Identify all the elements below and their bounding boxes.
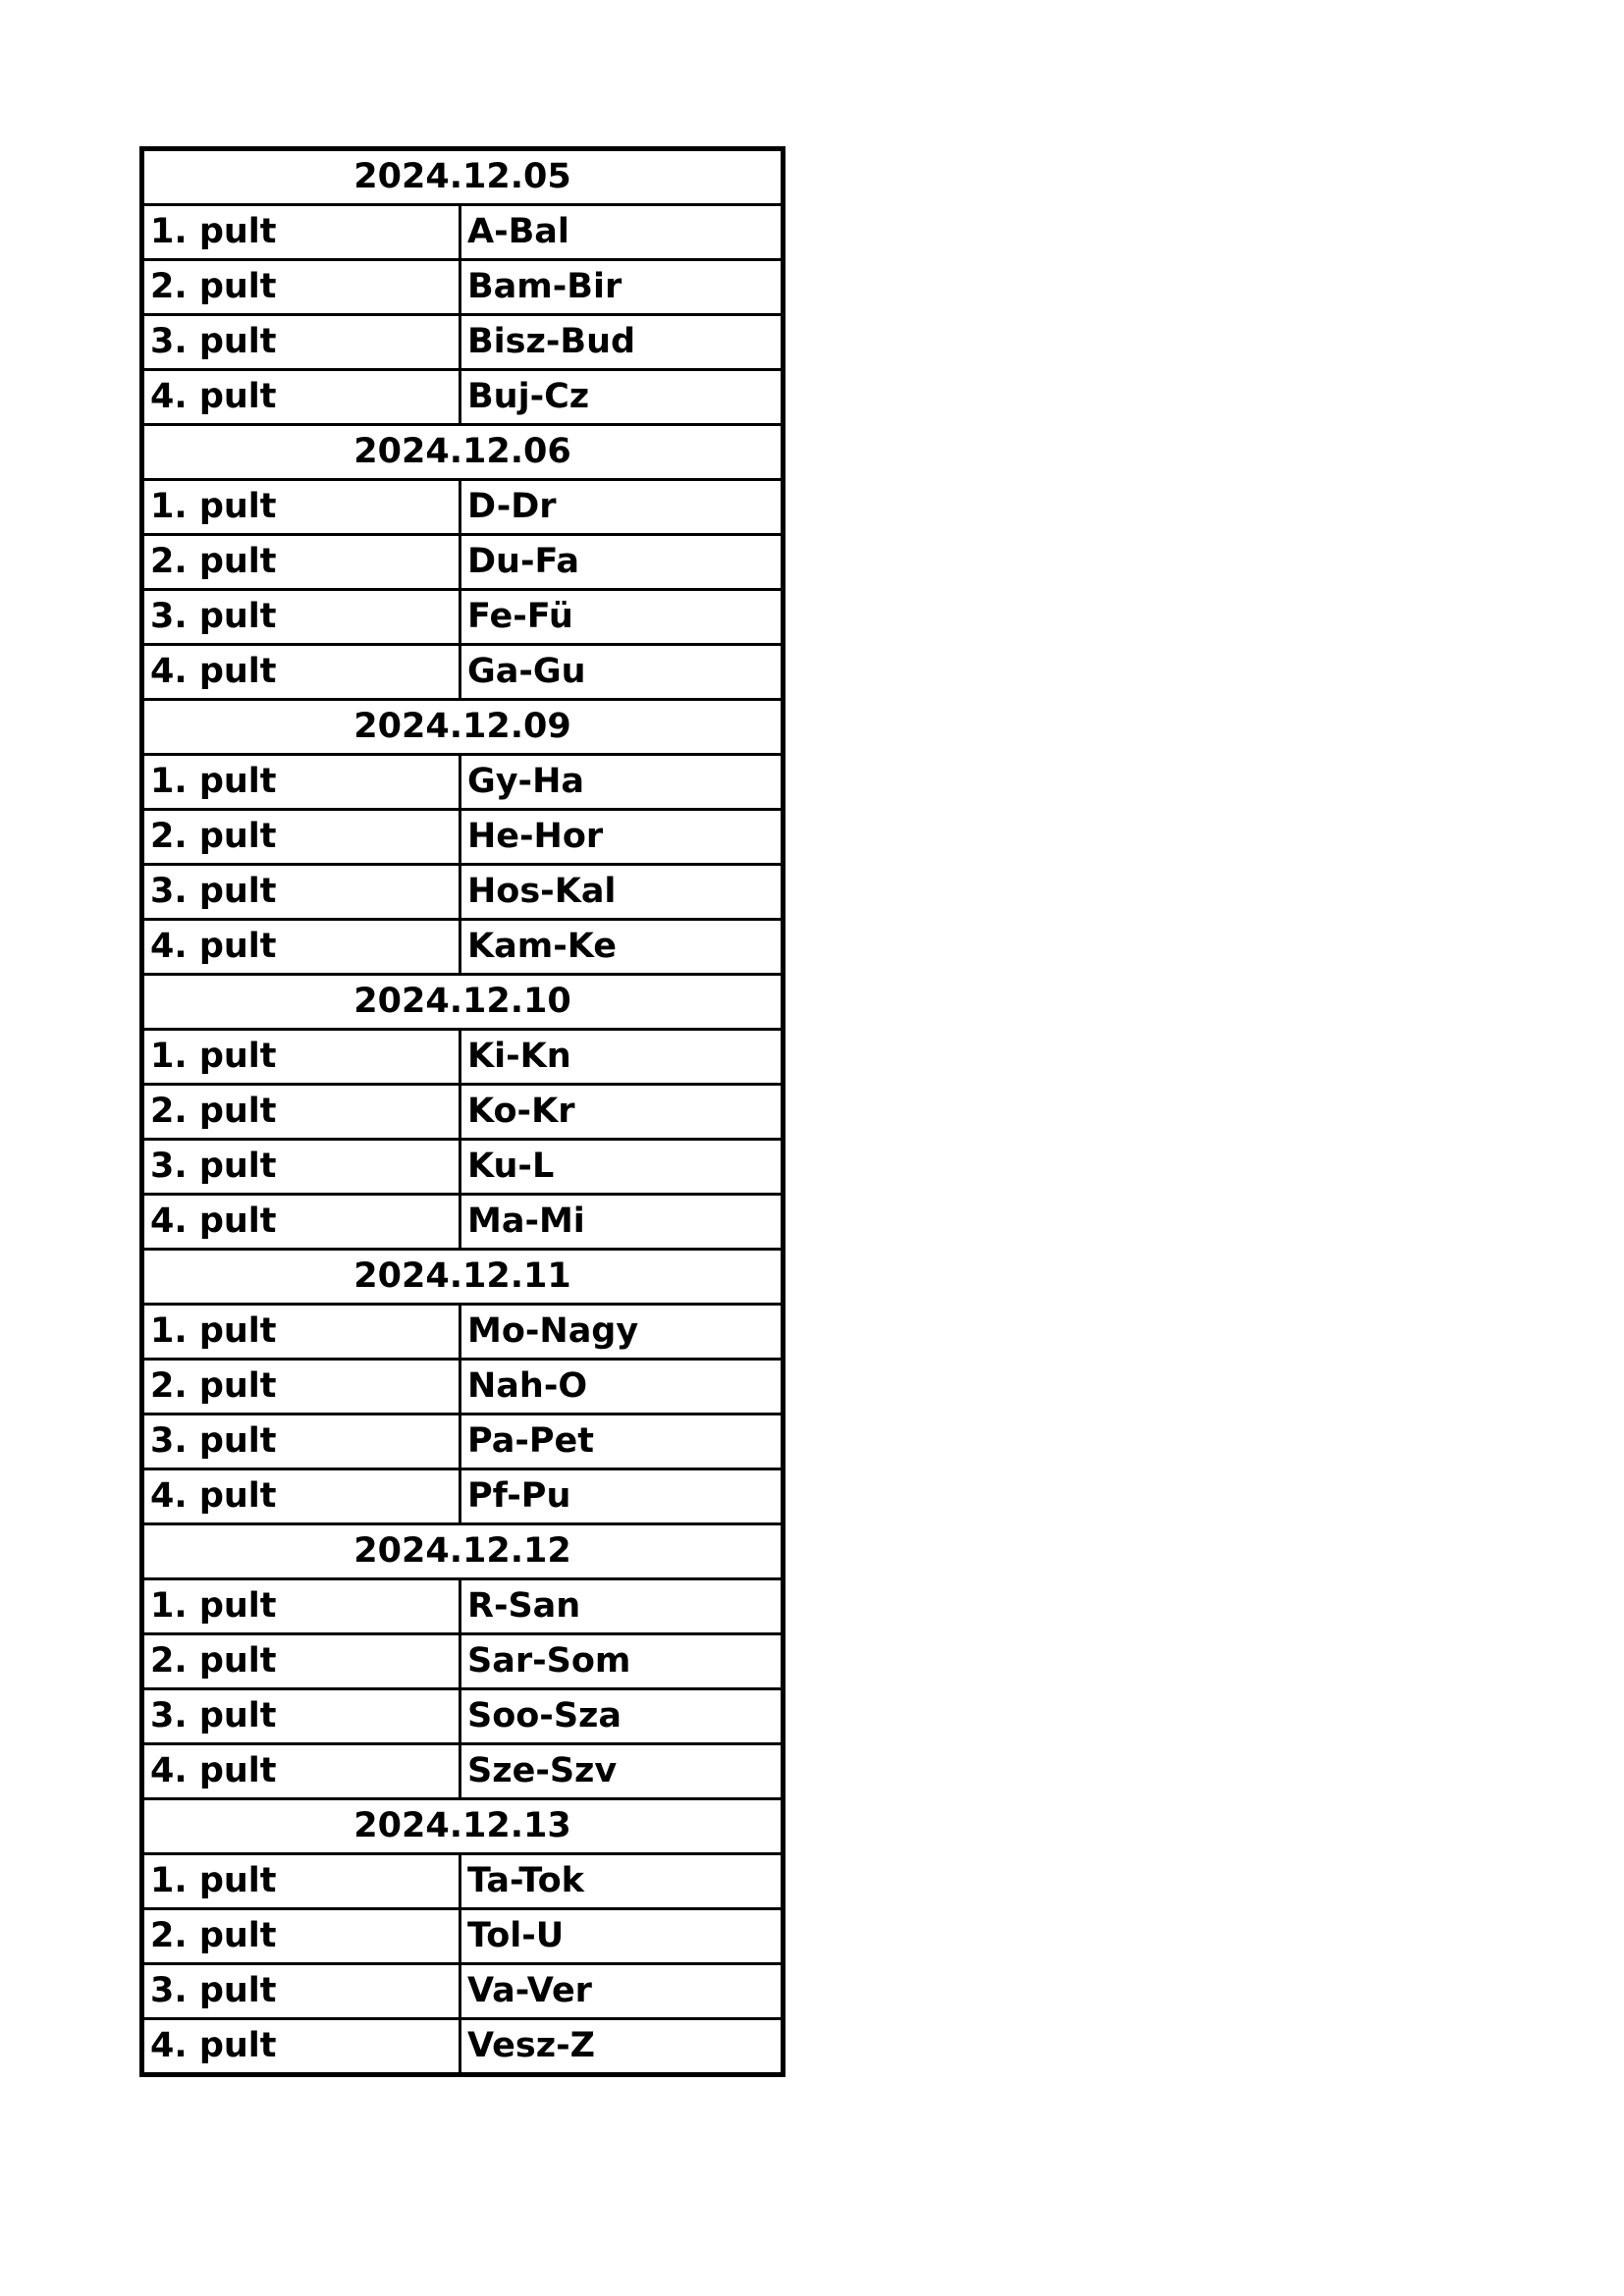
table-row: [142, 590, 784, 645]
name-range-cell: Bisz-Bud: [460, 315, 784, 370]
date-header-row: [142, 700, 784, 755]
table-row: [142, 2019, 784, 2075]
date-cell: 2024.12.10: [142, 975, 784, 1030]
table-row: [142, 865, 784, 920]
table-row: [142, 260, 784, 315]
table-row: [142, 1744, 784, 1799]
table-row: [142, 535, 784, 590]
table-row: [142, 810, 784, 865]
table-row: [142, 1360, 784, 1415]
name-range-cell: Ku-L: [460, 1140, 784, 1195]
desk-cell: 3. pult: [142, 1140, 460, 1195]
desk-cell: 2. pult: [142, 1360, 460, 1415]
name-range-cell: Vesz-Z: [460, 2019, 784, 2075]
table-row: [142, 1854, 784, 1909]
name-range-cell: Pf-Pu: [460, 1469, 784, 1524]
table-row: [142, 1085, 784, 1140]
table-row: [142, 1469, 784, 1524]
table-row: [142, 205, 784, 260]
name-range-cell: Gy-Ha: [460, 755, 784, 810]
name-range-cell: Du-Fa: [460, 535, 784, 590]
table-row: [142, 1305, 784, 1360]
date-header-row: [142, 1524, 784, 1579]
date-header-row: [142, 1799, 784, 1854]
desk-cell: 1. pult: [142, 480, 460, 535]
name-range-cell: D-Dr: [460, 480, 784, 535]
table-row: [142, 1195, 784, 1250]
desk-cell: 4. pult: [142, 1195, 460, 1250]
desk-cell: 3. pult: [142, 865, 460, 920]
name-range-cell: Bam-Bir: [460, 260, 784, 315]
table-row: [142, 1964, 784, 2019]
name-range-cell: Ki-Kn: [460, 1030, 784, 1085]
schedule-table: [139, 146, 785, 2077]
table-row: [142, 315, 784, 370]
name-range-cell: Soo-Sza: [460, 1689, 784, 1744]
table-row: [142, 480, 784, 535]
date-header-row: [142, 975, 784, 1030]
name-range-cell: Buj-Cz: [460, 370, 784, 425]
name-range-cell: Ta-Tok: [460, 1854, 784, 1909]
table-row: [142, 1415, 784, 1469]
date-header-row: [142, 149, 784, 205]
desk-cell: 3. pult: [142, 1415, 460, 1469]
name-range-cell: Ko-Kr: [460, 1085, 784, 1140]
name-range-cell: Fe-Fü: [460, 590, 784, 645]
date-cell: 2024.12.11: [142, 1250, 784, 1305]
desk-cell: 1. pult: [142, 1854, 460, 1909]
name-range-cell: R-San: [460, 1579, 784, 1634]
date-cell: 2024.12.05: [142, 149, 784, 205]
desk-cell: 1. pult: [142, 1030, 460, 1085]
name-range-cell: Hos-Kal: [460, 865, 784, 920]
table-row: [142, 1030, 784, 1085]
desk-cell: 2. pult: [142, 260, 460, 315]
name-range-cell: Ga-Gu: [460, 645, 784, 700]
date-header-row: [142, 1250, 784, 1305]
table-row: [142, 1909, 784, 1964]
table-row: [142, 1140, 784, 1195]
desk-cell: 2. pult: [142, 1634, 460, 1689]
desk-cell: 2. pult: [142, 1909, 460, 1964]
desk-cell: 3. pult: [142, 315, 460, 370]
name-range-cell: Pa-Pet: [460, 1415, 784, 1469]
desk-cell: 3. pult: [142, 1689, 460, 1744]
date-cell: 2024.12.13: [142, 1799, 784, 1854]
desk-cell: 2. pult: [142, 810, 460, 865]
name-range-cell: Sar-Som: [460, 1634, 784, 1689]
name-range-cell: Tol-U: [460, 1909, 784, 1964]
desk-cell: 4. pult: [142, 1744, 460, 1799]
desk-cell: 1. pult: [142, 205, 460, 260]
name-range-cell: Sze-Szv: [460, 1744, 784, 1799]
table-row: [142, 370, 784, 425]
desk-cell: 1. pult: [142, 755, 460, 810]
name-range-cell: A-Bal: [460, 205, 784, 260]
table-row: [142, 920, 784, 975]
name-range-cell: Nah-O: [460, 1360, 784, 1415]
desk-cell: 4. pult: [142, 2019, 460, 2075]
date-cell: 2024.12.06: [142, 425, 784, 480]
name-range-cell: He-Hor: [460, 810, 784, 865]
desk-cell: 2. pult: [142, 535, 460, 590]
desk-cell: 4. pult: [142, 645, 460, 700]
name-range-cell: Va-Ver: [460, 1964, 784, 2019]
date-header-row: [142, 425, 784, 480]
table-row: [142, 1634, 784, 1689]
desk-cell: 2. pult: [142, 1085, 460, 1140]
date-cell: 2024.12.12: [142, 1524, 784, 1579]
desk-cell: 4. pult: [142, 920, 460, 975]
schedule-body: [142, 149, 784, 2075]
desk-cell: 1. pult: [142, 1579, 460, 1634]
desk-cell: 4. pult: [142, 370, 460, 425]
desk-cell: 3. pult: [142, 1964, 460, 2019]
table-row: [142, 755, 784, 810]
name-range-cell: Ma-Mi: [460, 1195, 784, 1250]
date-cell: 2024.12.09: [142, 700, 784, 755]
desk-cell: 1. pult: [142, 1305, 460, 1360]
name-range-cell: Mo-Nagy: [460, 1305, 784, 1360]
desk-cell: 3. pult: [142, 590, 460, 645]
desk-cell: 4. pult: [142, 1469, 460, 1524]
table-row: [142, 645, 784, 700]
table-row: [142, 1579, 784, 1634]
table-row: [142, 1689, 784, 1744]
name-range-cell: Kam-Ke: [460, 920, 784, 975]
